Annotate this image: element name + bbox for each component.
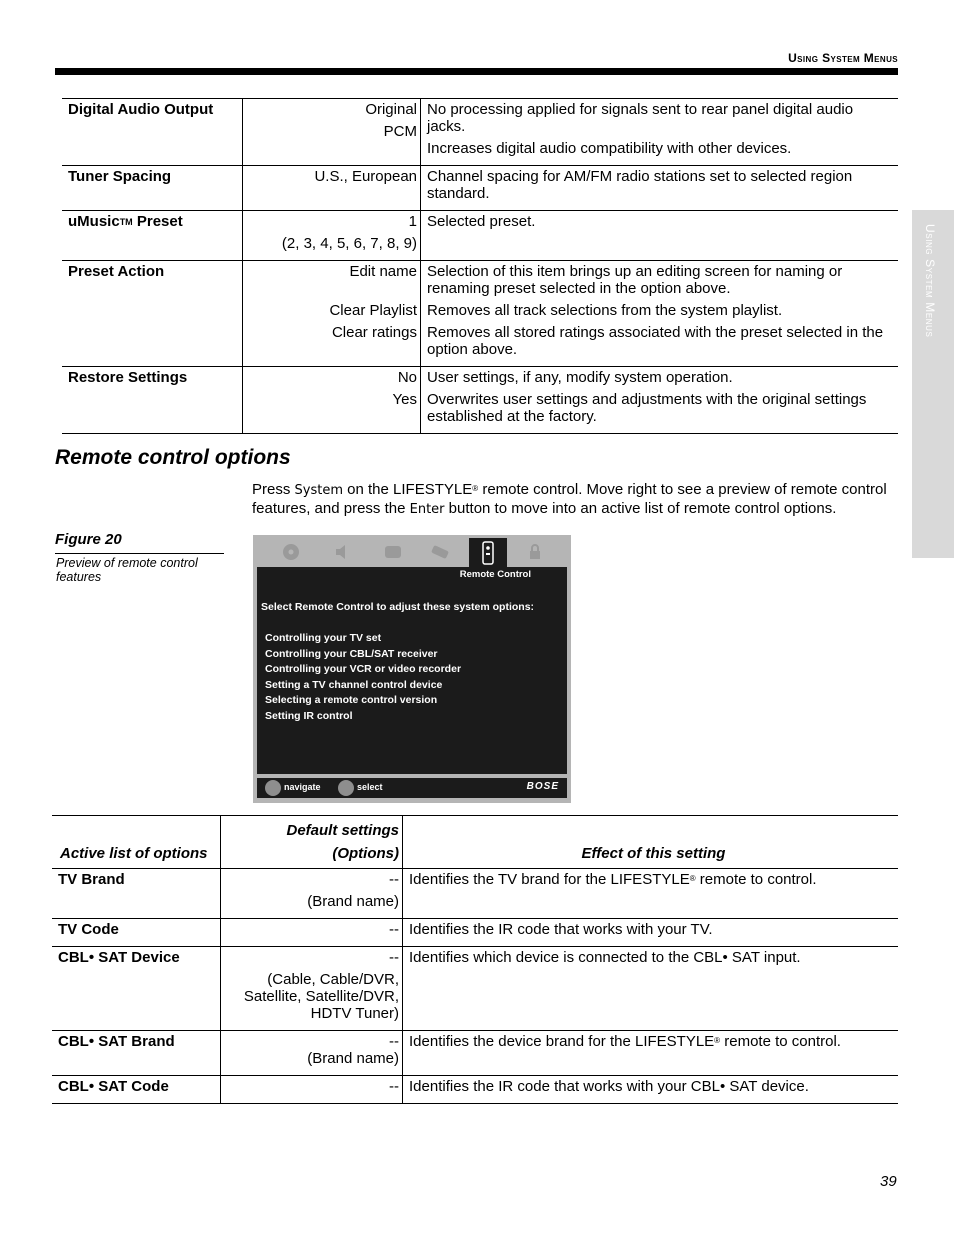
option-name: TV Code xyxy=(52,919,221,947)
setting-values: U.S., European xyxy=(243,166,421,211)
header-rule xyxy=(55,68,898,75)
select-pad-icon xyxy=(338,780,354,796)
figure-label: Figure 20 xyxy=(55,531,122,548)
setting-effects: User settings, if any, modify system operation. Overwrites user settings and adjustments with the original settings established at the factory. xyxy=(427,369,867,425)
table-row xyxy=(62,211,898,261)
table-row xyxy=(52,869,898,919)
option-effect: Identifies which device is connected to the CBL• SAT input. xyxy=(409,949,801,966)
setting-name: Restore Settings xyxy=(62,367,243,434)
setting-name: Digital Audio Output xyxy=(62,99,243,166)
option-effect: Identifies the TV brand for the LIFESTYLE® remote to control. xyxy=(409,871,817,888)
setting-effects: No processing applied for signals sent to rear panel digital audio jacks. Increases digital audio compatibility with other devices. xyxy=(427,101,854,157)
setting-values: No Yes xyxy=(243,367,421,434)
table-row xyxy=(62,166,898,211)
option-effect: Identifies the device brand for the LIFESTYLE® remote to control. xyxy=(409,1033,841,1050)
running-head: Using System Menus xyxy=(788,51,898,65)
figure-caption: Preview of remote control features xyxy=(56,556,198,584)
table-row xyxy=(52,947,898,1031)
list-item[interactable]: Setting a TV channel control device xyxy=(265,678,443,691)
setting-name: uMusic™ Preset xyxy=(62,211,243,261)
table-row xyxy=(52,919,898,947)
option-default: -- xyxy=(221,1076,403,1104)
option-effect: Identifies the IR code that works with your TV. xyxy=(409,921,713,938)
setting-effects: Selection of this item brings up an editing screen for naming or renaming preset selected in the option above. Removes all track selections from the system playlist. Removes all stored ratings associated with the preset selected in the option above. xyxy=(427,263,884,358)
section-title: Remote control options xyxy=(55,446,291,469)
settings-table xyxy=(62,98,898,434)
select-label: select xyxy=(357,782,383,792)
header-active-list: Active list of options xyxy=(52,816,221,869)
setting-values: Edit name Clear Playlist Clear ratings xyxy=(243,261,421,367)
table-row xyxy=(52,1031,898,1076)
cable-icon xyxy=(429,542,451,567)
page-number: 39 xyxy=(880,1173,897,1190)
list-item[interactable]: Controlling your TV set xyxy=(265,632,382,644)
option-default: -- xyxy=(221,919,403,947)
speaker-icon xyxy=(333,542,353,567)
list-item[interactable]: Selecting a remote control version xyxy=(265,694,438,706)
figure-rule xyxy=(55,553,224,554)
side-tab-label: Using System Menus xyxy=(923,224,937,338)
navigate-pad-icon xyxy=(265,780,281,796)
lock-icon xyxy=(525,542,545,567)
table-row xyxy=(62,261,898,367)
brand-logo: BOSE xyxy=(526,781,559,792)
list-item[interactable]: Setting IR control xyxy=(265,709,353,722)
disc-icon xyxy=(281,542,301,567)
setting-name: Preset Action xyxy=(62,261,243,367)
setting-effects: Selected preset. xyxy=(427,213,536,230)
navigate-label: navigate xyxy=(284,782,321,792)
system-key-label: System xyxy=(294,483,343,498)
remote-options-table xyxy=(52,815,898,1104)
setting-name: Tuner Spacing xyxy=(62,166,243,211)
setting-effects: Channel spacing for AM/FM radio stations set to selected region standard. xyxy=(427,168,853,202)
list-item[interactable]: Controlling your CBL/SAT receiver xyxy=(265,647,438,660)
side-tab xyxy=(912,210,954,558)
screen-preview xyxy=(253,535,571,803)
header-default-settings: Default settings (Options) xyxy=(221,816,403,869)
option-name: CBL• SAT Code xyxy=(52,1076,221,1104)
option-effect: Identifies the IR code that works with your CBL• SAT device. xyxy=(409,1078,809,1095)
option-name: CBL• SAT Device xyxy=(52,947,221,1031)
panel-tab-label: Remote Control xyxy=(459,569,531,580)
remote-control-tab[interactable] xyxy=(469,538,507,568)
option-name: TV Brand xyxy=(52,869,221,919)
table-header-row xyxy=(52,816,898,869)
panel-prompt: Select Remote Control to adjust these system options: xyxy=(261,601,535,613)
panel-option-list xyxy=(265,631,461,724)
header-effect: Effect of this setting xyxy=(403,816,899,869)
menu-tab-bar xyxy=(253,535,571,568)
setting-values: Original PCM xyxy=(243,99,421,166)
table-row xyxy=(62,367,898,434)
option-default: -- (Cable, Cable/DVR, Satellite, Satellite/DVR, HDTV Tuner) xyxy=(221,947,403,1031)
option-default: -- (Brand name) xyxy=(221,1031,403,1076)
tv-icon xyxy=(383,542,403,567)
remote-control-panel xyxy=(257,567,567,774)
option-default: -- (Brand name) xyxy=(221,869,403,919)
table-row xyxy=(52,1076,898,1104)
table-row xyxy=(62,99,898,166)
screen-footer xyxy=(257,778,567,798)
setting-values: 1 (2, 3, 4, 5, 6, 7, 8, 9) xyxy=(243,211,421,261)
enter-key-label: Enter xyxy=(409,502,445,517)
option-name: CBL• SAT Brand xyxy=(52,1031,221,1076)
list-item[interactable]: Controlling your VCR or video recorder xyxy=(265,663,462,675)
intro-paragraph: Press System on the LIFESTYLE® remote control. Move right to see a preview of remote control features, and press the Enter button to move into an active list of remote control options. xyxy=(252,481,887,517)
